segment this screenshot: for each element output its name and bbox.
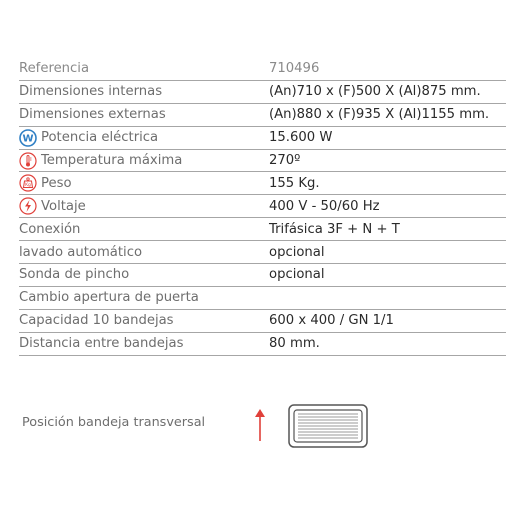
spec-row-peso [19, 172, 506, 195]
spec-label [19, 267, 269, 282]
spec-value: 80 mm. [269, 336, 320, 352]
spec-value: 270º [269, 153, 301, 168]
spec-label [19, 61, 269, 76]
spec-label-text: Dimensiones internas [19, 84, 163, 100]
tray-position [22, 404, 352, 448]
spec-row-potencia [19, 127, 506, 150]
spec-label [19, 245, 269, 260]
spec-row-voltaje [19, 195, 506, 218]
spec-value: 600 x 400 / GN 1/1 [269, 313, 394, 329]
spec-label-text: Dimensiones externas [19, 107, 166, 123]
spec-label [19, 290, 269, 305]
weight-kg-icon [19, 174, 37, 192]
spec-label-text: Sonda de pincho [19, 267, 130, 283]
spec-label [19, 336, 269, 351]
spec-row-referencia [19, 58, 506, 81]
spec-value: 400 V - 50/60 Hz [269, 198, 380, 214]
arrow-up-icon [254, 408, 266, 446]
spec-table [19, 58, 506, 356]
spec-label-text: Potencia eléctrica [41, 130, 159, 146]
spec-row-temperatura [19, 150, 506, 173]
spec-label-text: Peso [41, 175, 72, 191]
spec-value: 710496 [269, 61, 320, 77]
spec-label [19, 129, 269, 147]
spec-value: opcional [269, 244, 325, 260]
spec-value: (An)880 x (F)935 X (Al)1155 mm. [269, 107, 490, 123]
spec-row-capacidad [19, 310, 506, 333]
spec-label-text: Distancia entre bandejas [19, 336, 184, 352]
spec-label-text: lavado automático [19, 244, 143, 260]
spec-label [19, 174, 269, 192]
spec-value: (An)710 x (F)500 X (Al)875 mm. [269, 84, 481, 100]
spec-row-dimensiones-externas [19, 104, 506, 127]
spec-row-dimensiones-internas [19, 81, 506, 104]
spec-value: Trifásica 3F + N + T [269, 221, 400, 237]
svg-text:W: W [22, 133, 34, 145]
spec-label-text: Conexión [19, 221, 81, 237]
spec-row-sonda [19, 264, 506, 287]
spec-label-text: Capacidad 10 bandejas [19, 313, 174, 329]
spec-value: opcional [269, 267, 325, 283]
thermometer-icon [19, 152, 37, 170]
spec-label-text: Cambio apertura de puerta [19, 290, 199, 306]
power-w-icon [19, 129, 37, 147]
spec-label-text: Voltaje [41, 198, 86, 214]
spec-label [19, 84, 269, 99]
spec-label [19, 107, 269, 122]
spec-label [19, 222, 269, 237]
voltage-bolt-icon [19, 197, 37, 215]
spec-label [19, 313, 269, 328]
svg-text:Kg: Kg [25, 183, 31, 189]
spec-row-cambio-puerta [19, 287, 506, 310]
spec-label [19, 152, 269, 170]
spec-row-distancia [19, 333, 506, 356]
spec-row-lavado [19, 241, 506, 264]
spec-label-text: Referencia [19, 61, 90, 77]
spec-label [19, 197, 269, 215]
tray-position-label: Posición bandeja transversal [22, 415, 206, 430]
spec-value: 15.600 W [269, 130, 333, 146]
spec-label-text: Temperatura máxima [41, 153, 183, 168]
spec-value: 155 Kg. [269, 175, 320, 191]
tray-icon [288, 404, 368, 452]
spec-row-conexion [19, 218, 506, 241]
